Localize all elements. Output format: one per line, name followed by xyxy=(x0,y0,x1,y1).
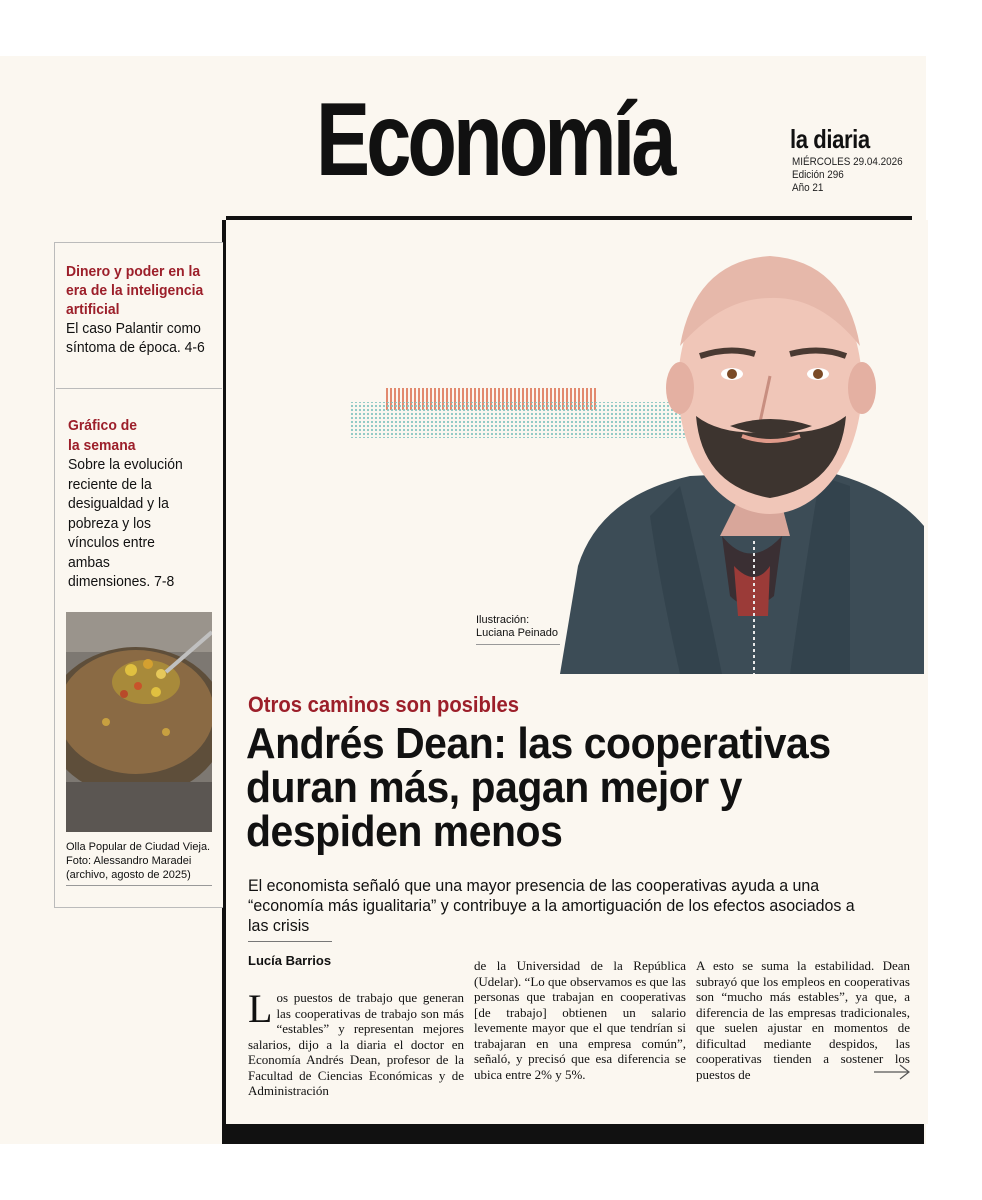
sidebar-item-title: Dinero y poder en la era de la inteligencia artificial xyxy=(66,263,204,318)
article-dek: El economista señaló que una mayor presencia de las cooperativas ayuda a una “economía más igualitaria” y contribuye a la amortiguación de los efectos asociados a las crisis xyxy=(248,876,855,935)
photo-caption-line: Olla Popular de Ciudad Vieja. xyxy=(66,841,211,853)
caption-rule xyxy=(66,885,212,886)
article-kicker: Otros caminos son posibles xyxy=(248,692,520,717)
dek-rule xyxy=(248,941,332,942)
illustration-credit xyxy=(476,614,558,640)
article-column-2: de la Universidad de la República (Udelar). “Lo que observamos es que las personas que trabajan en cooperativas [de trabajo] obtienen un salario levemente mayor que el que tendrían si trabajaran en una empresa común”, señaló, y precisó que esa diferencia se ubica entre 2% y 5%. xyxy=(474,958,686,1082)
bottom-bar xyxy=(222,1124,924,1144)
article-headline[interactable]: Andrés Dean: las cooperativas duran más, pagan mejor y despiden menos xyxy=(246,719,831,856)
olla-popular-photo xyxy=(66,612,212,832)
column-3-text: A esto se suma la estabilidad. Dean subrayó que los empleos en cooperativas son “mucho más estables”, ya que, a diferencia de las empresas tradicionales, que suelen ajustar en momentos de dificultad mediante despidos, las cooperativas tienden a sostener los puestos de xyxy=(696,958,910,1082)
credit-name: Luciana Peinado xyxy=(476,627,558,639)
sidebar-item-grafico[interactable] xyxy=(68,416,208,592)
photo-archive-line: (archivo, agosto de 2025) xyxy=(66,869,191,881)
sidebar-item-title: Gráfico de la semana xyxy=(68,417,137,454)
portrait-illustration xyxy=(350,236,924,674)
column-1-text: os puestos de trabajo que generan las cooperativas de trabajo son más “estables” y representan mejores salarios, dijo a la diaria el doctor en Economía Andrés Dean, profesor de la Facultad de Ciencias Económicas y de Administración xyxy=(248,990,464,1098)
drop-cap: L xyxy=(248,986,273,1031)
article-column-1 xyxy=(248,986,464,1099)
sidebar-item-text: Sobre la evolución reciente de la desigualdad y la pobreza y los vínculos entre ambas dimensiones. 7-8 xyxy=(68,456,183,590)
issue-date: MIÉRCOLES 29.04.2026 xyxy=(792,156,903,168)
brand-logo: la diaria xyxy=(790,124,870,154)
issue-meta xyxy=(792,156,903,195)
sidebar-item-palantir[interactable] xyxy=(66,262,206,357)
credit-rule xyxy=(476,644,560,645)
photo-caption xyxy=(66,840,216,882)
photo-credit-line: Foto: Alessandro Maradei xyxy=(66,855,192,867)
sidebar-divider xyxy=(56,388,222,389)
issue-year: Año 21 xyxy=(792,182,824,194)
credit-label: Ilustración: xyxy=(476,614,530,626)
section-title: Economía xyxy=(316,82,673,198)
sidebar-item-text: El caso Palantir como síntoma de época. 4-6 xyxy=(66,320,205,356)
continue-arrow-icon[interactable] xyxy=(872,1062,912,1082)
issue-edition: Edición 296 xyxy=(792,169,844,181)
article-byline: Lucía Barrios xyxy=(248,953,332,968)
